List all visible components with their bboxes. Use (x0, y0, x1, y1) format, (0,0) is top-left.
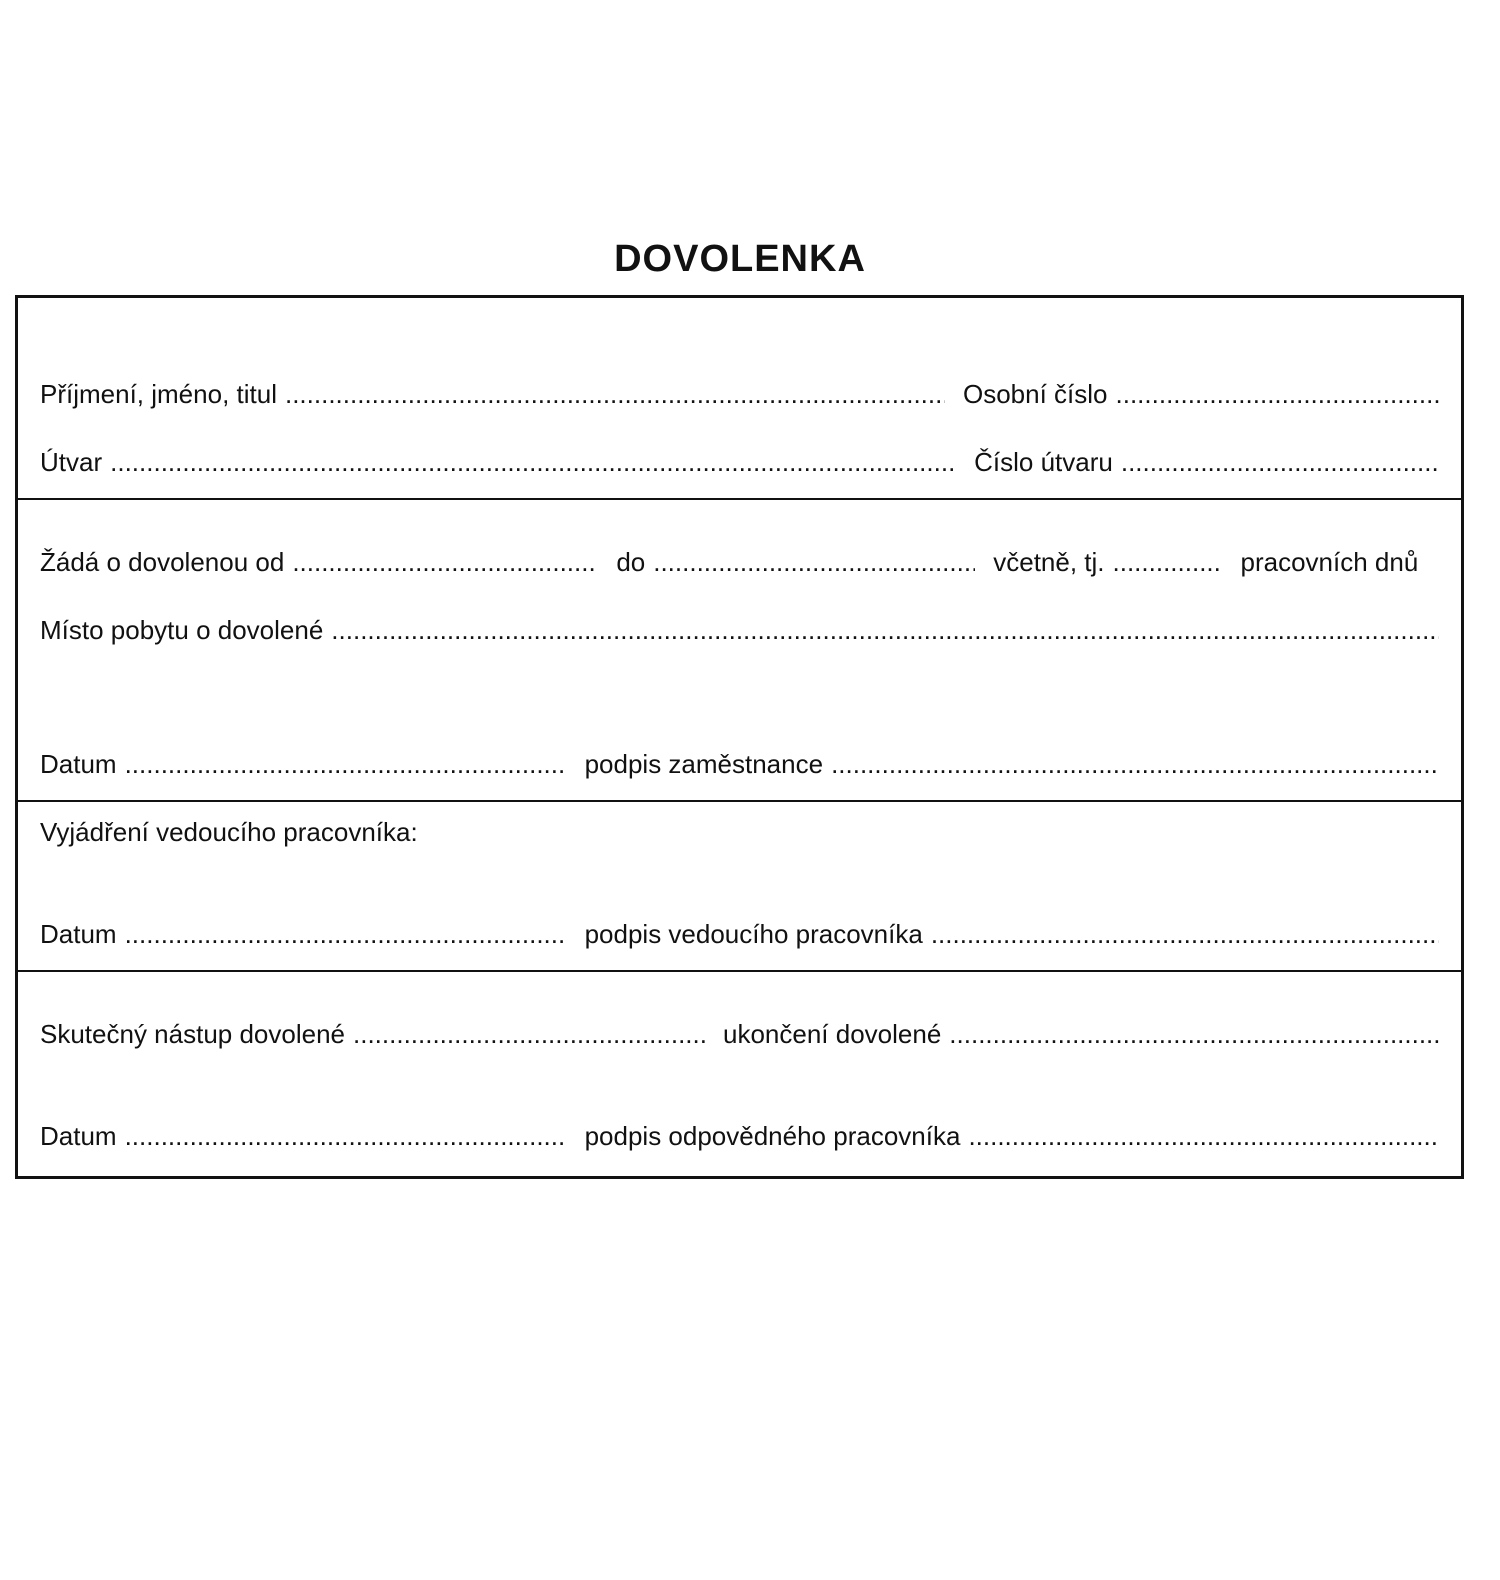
label-date-responsible: Datum (40, 1121, 117, 1151)
field-leave-end[interactable] (949, 1018, 1439, 1050)
label-department: Útvar (40, 447, 103, 477)
label-date-employee: Datum (40, 749, 117, 779)
row-actual-leave (40, 1018, 1439, 1050)
field-department[interactable] (110, 446, 956, 478)
row-stay-location (40, 614, 1439, 646)
field-department-number[interactable] (1121, 446, 1439, 478)
field-responsible-signature[interactable] (968, 1120, 1439, 1152)
field-leave-from[interactable] (292, 546, 598, 578)
field-date-manager[interactable] (125, 918, 567, 950)
row-employee-signature (40, 748, 1439, 780)
label-manager-statement: Vyjádření vedoucího pracovníka: (40, 817, 418, 847)
label-stay-location: Místo pobytu o dovolené (40, 615, 324, 645)
label-working-days: pracovních dnů (1240, 547, 1419, 577)
document-title: DOVOLENKA (614, 238, 866, 280)
field-actual-start[interactable] (353, 1018, 705, 1050)
row-department (40, 446, 1439, 478)
label-manager-signature: podpis vedoucího pracovníka (584, 919, 923, 949)
label-inclusive: včetně, tj. (993, 547, 1105, 577)
label-surname-name-title: Příjmení, jméno, titul (40, 379, 277, 409)
row-manager-statement (40, 816, 1439, 848)
label-leave-end: ukončení dovolené (723, 1019, 942, 1049)
label-date-manager: Datum (40, 919, 117, 949)
margin-print-mark (0, 560, 2, 830)
row-manager-signature (40, 918, 1439, 950)
field-date-responsible[interactable] (125, 1120, 567, 1152)
row-leave-dates (40, 546, 1439, 578)
label-request-from: Žádá o dovolenou od (40, 547, 285, 577)
label-personal-number: Osobní číslo (962, 379, 1108, 409)
section-divider-3 (18, 970, 1461, 972)
section-divider-1 (18, 498, 1461, 500)
field-employee-signature[interactable] (831, 748, 1439, 780)
field-leave-to[interactable] (653, 546, 975, 578)
row-name-personal-number (40, 378, 1439, 410)
leave-form (15, 295, 1464, 1179)
label-responsible-signature: podpis odpovědného pracovníka (584, 1121, 961, 1151)
field-day-count[interactable] (1113, 546, 1223, 578)
field-manager-signature[interactable] (931, 918, 1439, 950)
field-stay-location[interactable] (331, 614, 1439, 646)
section-divider-2 (18, 800, 1461, 802)
field-surname-name-title[interactable] (285, 378, 945, 410)
label-employee-signature: podpis zaměstnance (584, 749, 824, 779)
field-date-employee[interactable] (125, 748, 567, 780)
row-responsible-signature (40, 1120, 1439, 1152)
label-to: do (616, 547, 646, 577)
label-actual-start: Skutečný nástup dovolené (40, 1019, 345, 1049)
field-personal-number[interactable] (1116, 378, 1440, 410)
label-department-number: Číslo útvaru (974, 447, 1113, 477)
